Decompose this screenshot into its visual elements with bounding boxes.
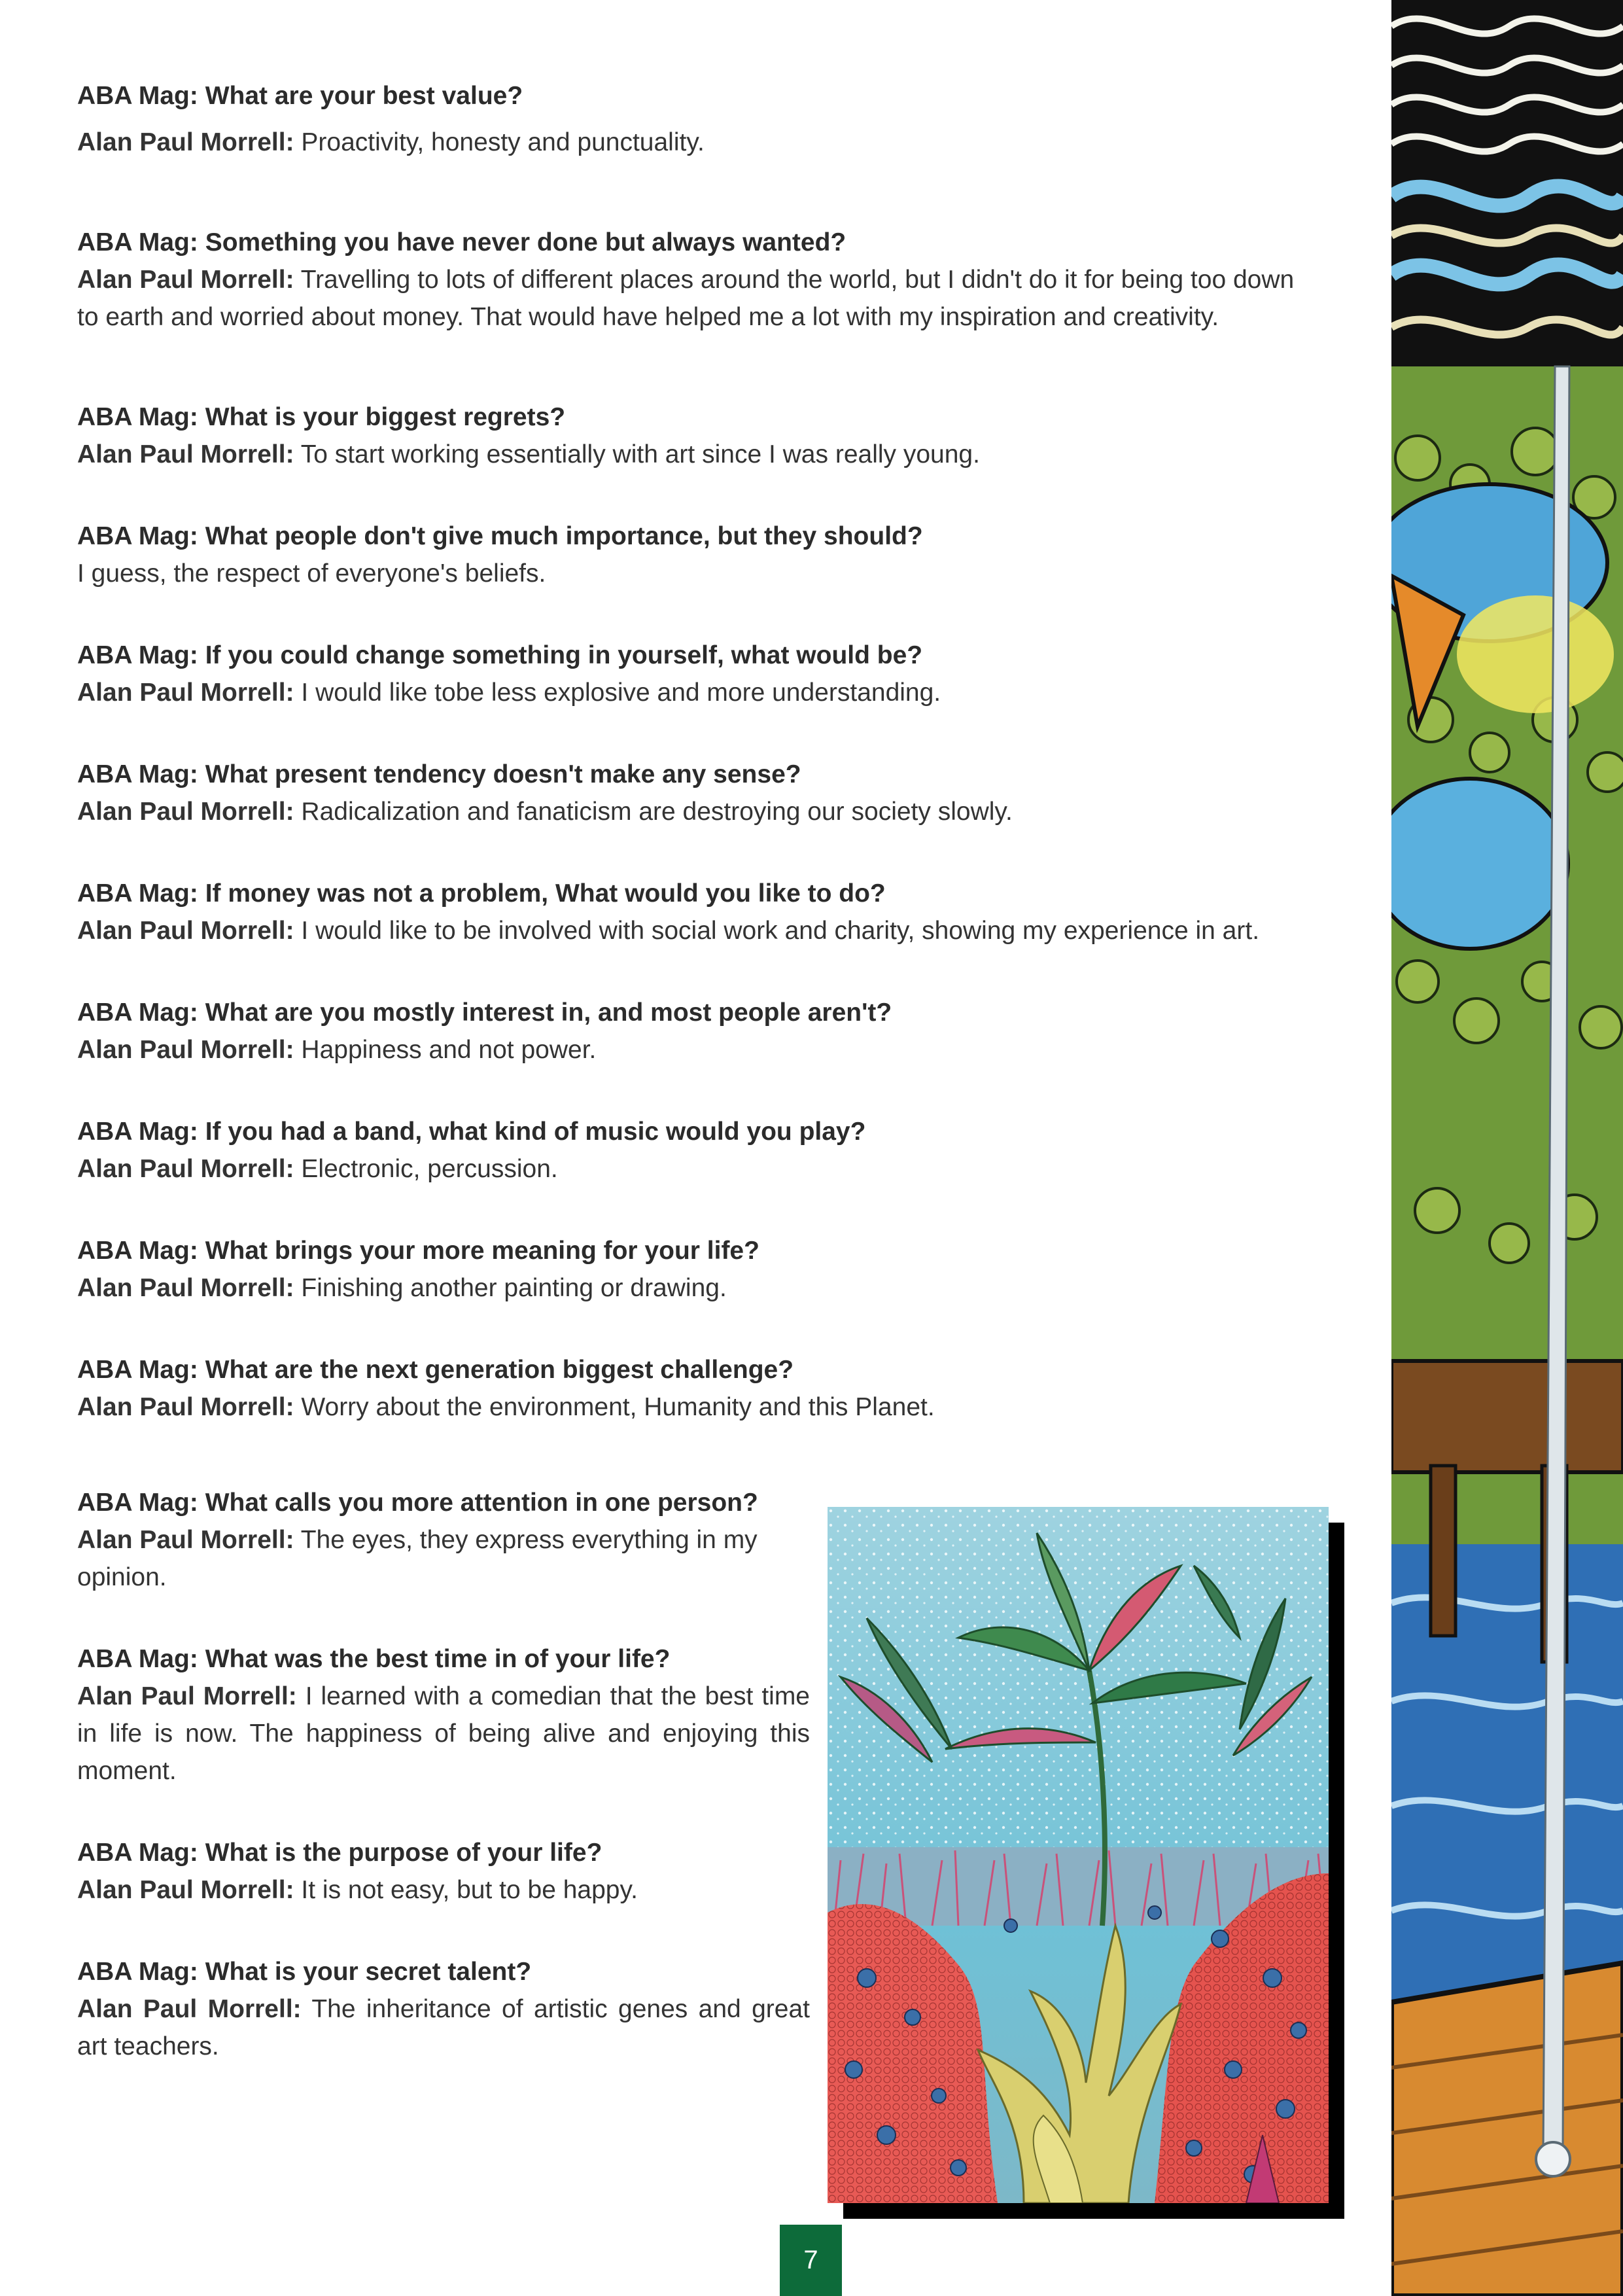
respondent-name: Alan Paul Morrell: — [77, 798, 294, 826]
answer — [77, 1269, 1317, 1307]
answer-text: It is not easy, but to be happy. — [294, 1876, 638, 1904]
respondent-name: Alan Paul Morrell: — [77, 679, 294, 707]
answer — [77, 261, 1317, 336]
qa-item — [77, 1953, 810, 2065]
answer-text: Proactivity, honesty and punctuality. — [294, 128, 705, 156]
interview-column-top — [77, 77, 1317, 1470]
question: ABA Mag: What is your secret talent? — [77, 1958, 532, 1986]
question: ABA Mag: If you could change something in yourself, what would be? — [77, 641, 923, 669]
answer-text: Travelling to lots of different places around the world, but I didn't do it for being too down to earth and worried about money. That would have helped me a lot with my inspiration and creativity. — [77, 266, 1295, 331]
question: ABA Mag: What is your biggest regrets? — [77, 403, 566, 431]
answer-text: I learned with a comedian that the best time in life is now. The happiness of being alive and enjoying this moment. — [77, 1682, 811, 1785]
answer-text: Radicalization and fanaticism are destroying our society slowly. — [294, 798, 1013, 826]
qa-item — [77, 224, 1317, 336]
answer-text: To start working essentially with art since I was really young. — [294, 440, 980, 468]
respondent-name: Alan Paul Morrell: — [77, 1155, 294, 1183]
question: ABA Mag: What people don't give much importance, but they should? — [77, 522, 923, 550]
answer — [77, 1388, 1317, 1426]
answer — [77, 1871, 810, 1909]
qa-item — [77, 1113, 1317, 1188]
answer-text: Finishing another painting or drawing. — [294, 1274, 727, 1302]
artwork-image — [828, 1507, 1329, 2203]
answer — [77, 1990, 810, 2065]
qa-item — [77, 875, 1317, 949]
answer — [77, 1678, 810, 1790]
question: ABA Mag: What is the purpose of your life? — [77, 1839, 602, 1867]
question: ABA Mag: What are you mostly interest in, and most people aren't? — [77, 998, 892, 1027]
interview-column-bottom — [77, 1484, 810, 2110]
qa-item — [77, 756, 1317, 830]
artwork-figure — [828, 1507, 1344, 2219]
question: ABA Mag: What are your best value? — [77, 82, 523, 110]
qa-item — [77, 1834, 810, 1909]
respondent-name: Alan Paul Morrell: — [77, 1274, 294, 1302]
respondent-name: Alan Paul Morrell: — [77, 128, 294, 156]
answer — [77, 436, 1317, 473]
question: ABA Mag: What was the best time in of your life? — [77, 1645, 671, 1673]
answer — [77, 1150, 1317, 1188]
answer-text: I would like to be involved with social work and charity, showing my experience in art. — [294, 917, 1260, 945]
respondent-name: Alan Paul Morrell: — [77, 266, 294, 294]
respondent-name: Alan Paul Morrell: — [77, 1036, 294, 1064]
qa-item — [77, 1484, 810, 1596]
respondent-name: Alan Paul Morrell: — [77, 1526, 294, 1554]
answer — [77, 1521, 810, 1596]
question: ABA Mag: If money was not a problem, What would you like to do? — [77, 879, 886, 908]
question: ABA Mag: What brings your more meaning for your life? — [77, 1237, 759, 1265]
answer — [77, 555, 1317, 592]
question: ABA Mag: If you had a band, what kind of music would you play? — [77, 1118, 866, 1146]
answer-text: I guess, the respect of everyone's beliefs. — [77, 559, 546, 588]
answer-text: I would like tobe less explosive and more understanding. — [294, 679, 941, 707]
answer — [77, 674, 1317, 711]
answer-text: The eyes, they express everything in my opinion. — [77, 1526, 758, 1591]
question: ABA Mag: Something you have never done but always wanted? — [77, 228, 846, 256]
question: ABA Mag: What present tendency doesn't make any sense? — [77, 760, 801, 788]
answer — [77, 912, 1317, 949]
qa-item — [77, 398, 1317, 473]
answer-text: Happiness and not power. — [294, 1036, 597, 1064]
answer — [77, 793, 1317, 830]
qa-item — [77, 77, 1317, 161]
respondent-name: Alan Paul Morrell: — [77, 1995, 302, 2023]
answer — [77, 124, 1317, 161]
question: ABA Mag: What are the next generation biggest challenge? — [77, 1356, 794, 1384]
qa-item — [77, 518, 1317, 592]
question: ABA Mag: What calls you more attention in one person? — [77, 1489, 758, 1517]
respondent-name: Alan Paul Morrell: — [77, 440, 294, 468]
qa-item — [77, 1640, 810, 1790]
qa-item — [77, 637, 1317, 711]
answer-text: The inheritance of artistic genes and great art teachers. — [77, 1995, 810, 2060]
qa-item — [77, 1232, 1317, 1307]
respondent-name: Alan Paul Morrell: — [77, 917, 294, 945]
answer-text: Electronic, percussion. — [294, 1155, 558, 1183]
answer — [77, 1031, 1317, 1069]
answer-text: Worry about the environment, Humanity and this Planet. — [294, 1393, 935, 1421]
respondent-name: Alan Paul Morrell: — [77, 1682, 297, 1710]
decorative-art-strip — [1391, 0, 1623, 2296]
respondent-name: Alan Paul Morrell: — [77, 1393, 294, 1421]
page-number: 7 — [780, 2225, 842, 2296]
qa-item — [77, 1351, 1317, 1426]
respondent-name: Alan Paul Morrell: — [77, 1876, 294, 1904]
qa-item — [77, 994, 1317, 1069]
